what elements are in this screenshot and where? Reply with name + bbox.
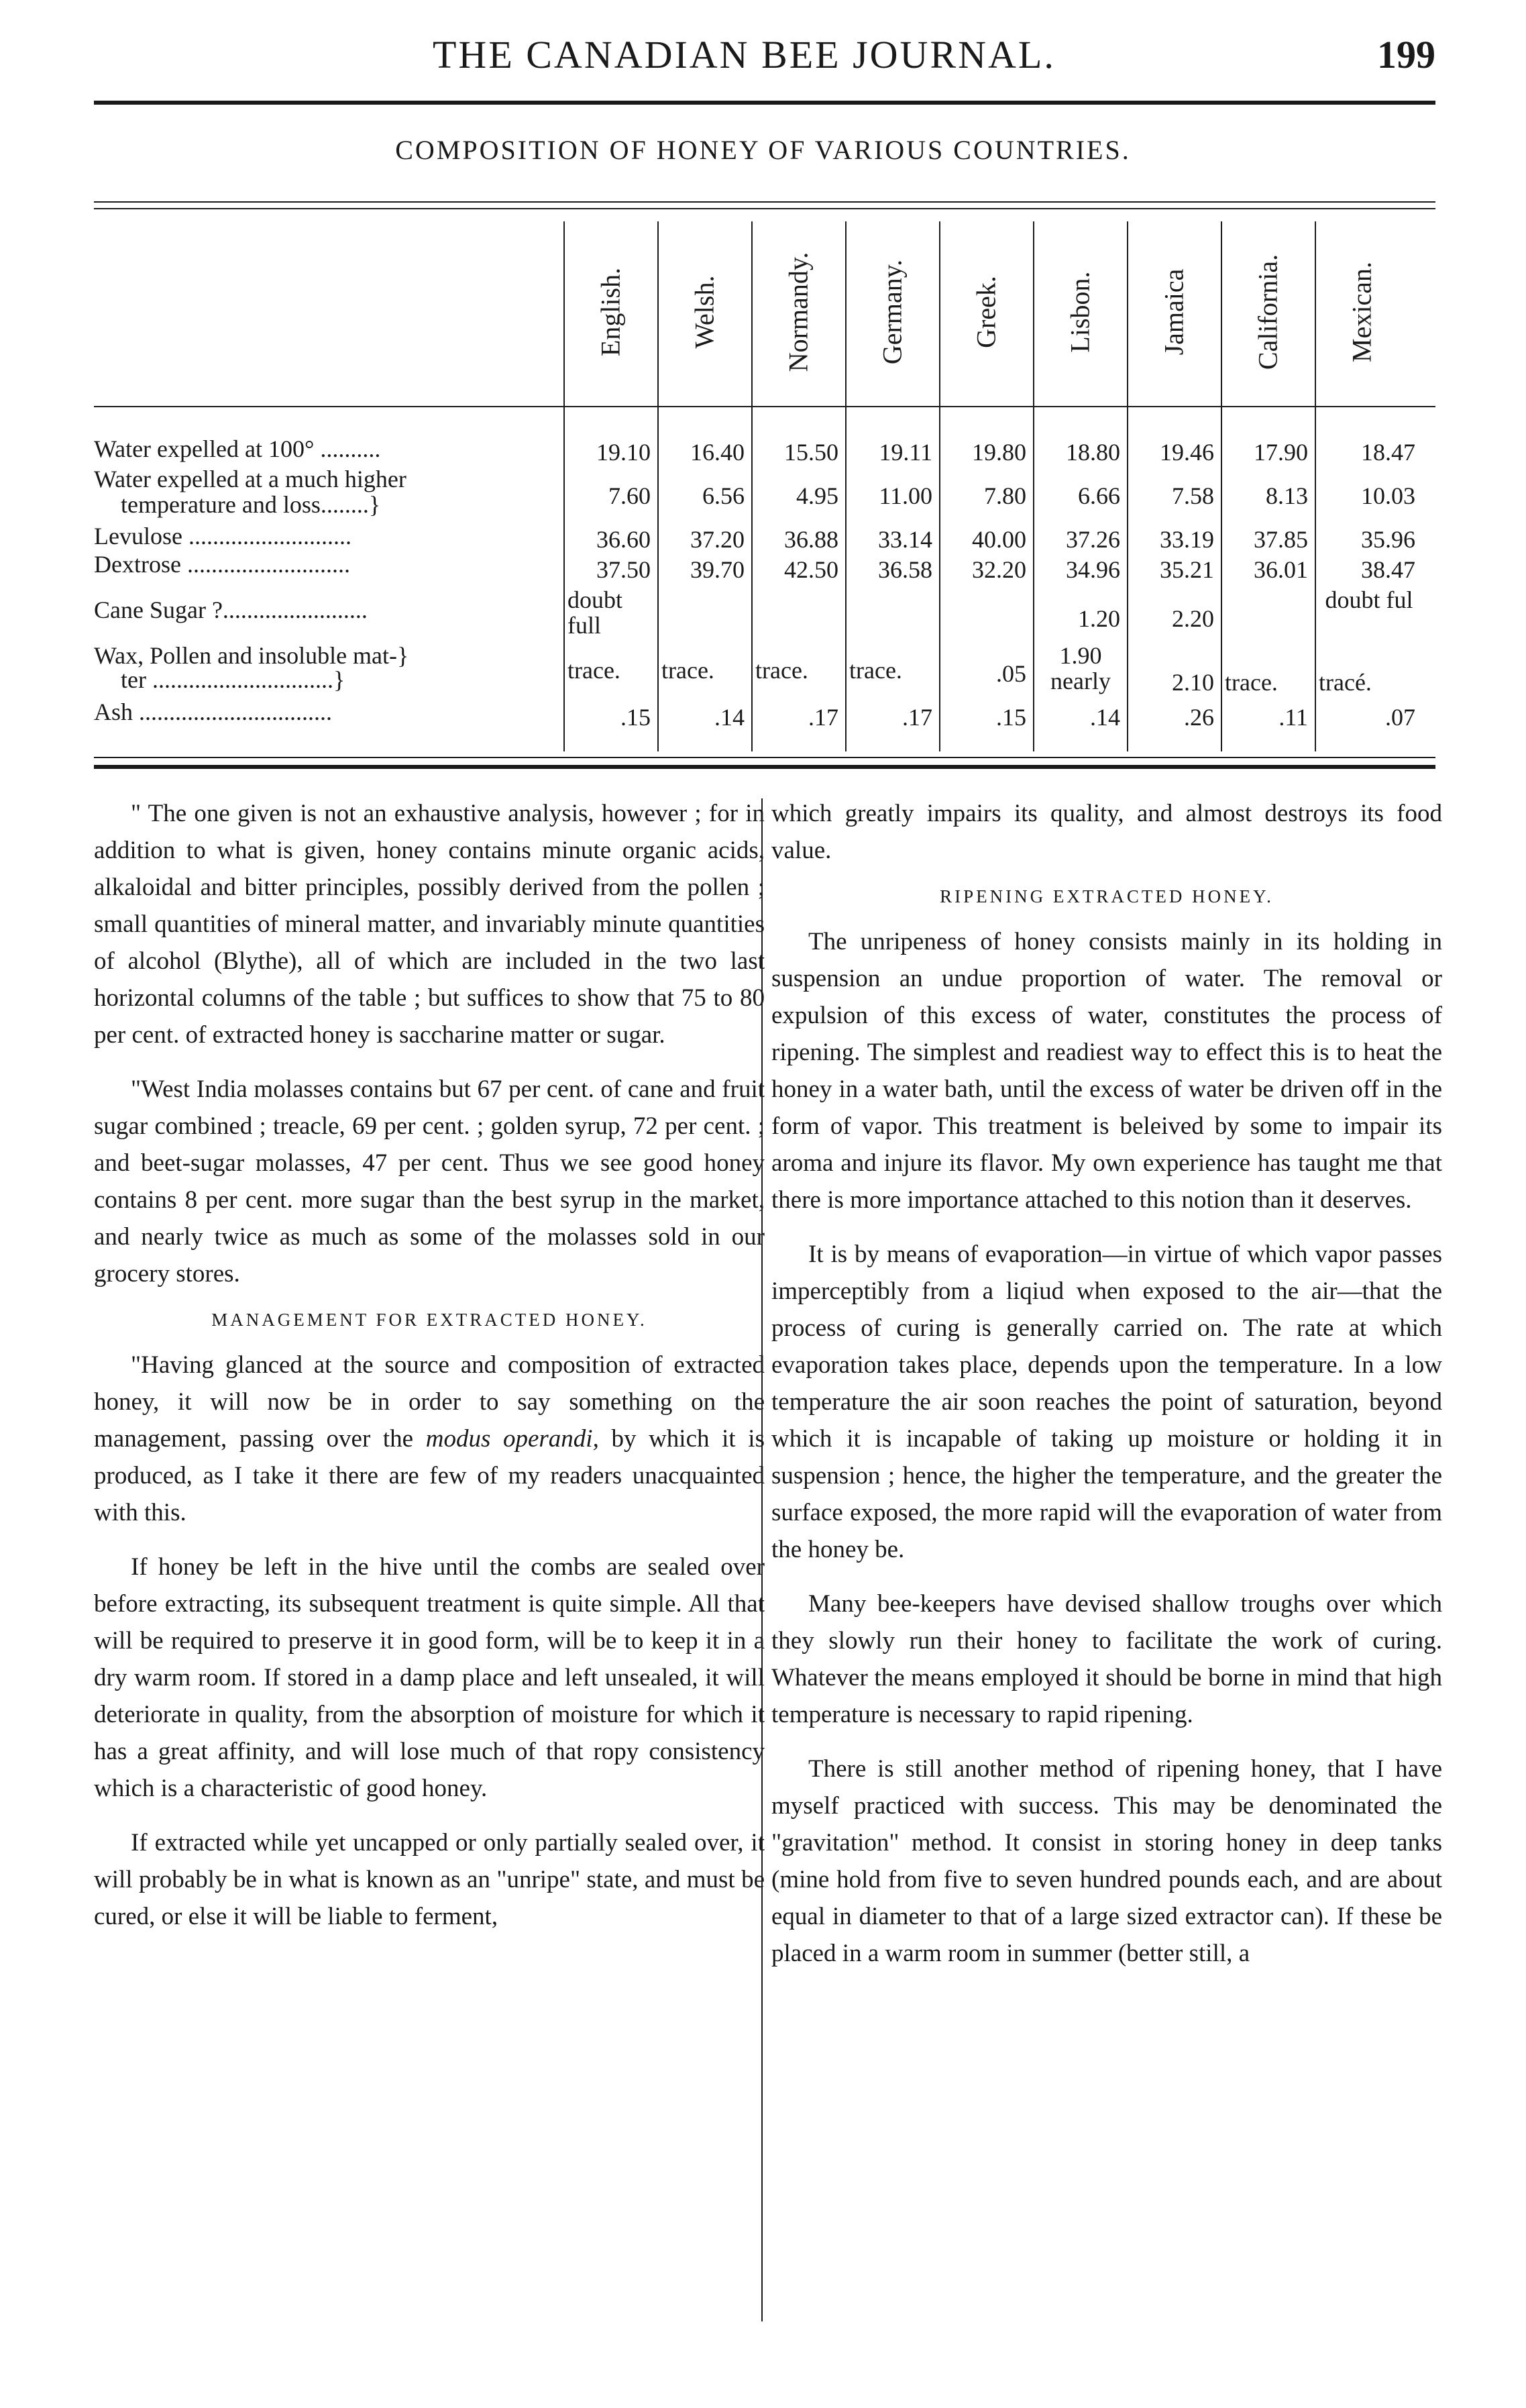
table-cell: 10.03: [1361, 482, 1415, 509]
column-header-label: Lisbon.: [1065, 271, 1095, 353]
table-cell: 42.50: [784, 556, 838, 583]
table-cell: doubt full: [567, 586, 623, 639]
header-row-rule: [94, 406, 1435, 407]
table-cell: trace.: [849, 657, 902, 684]
table-cell: 37.50: [596, 556, 651, 583]
table-cell: 36.01: [1254, 556, 1308, 583]
column-header-label: Greek.: [971, 276, 1001, 348]
table-cell: 33.19: [1160, 526, 1214, 553]
column-header-label: Mexican.: [1346, 262, 1377, 362]
table-cell: .05: [996, 660, 1026, 687]
table-cell: 7.58: [1172, 482, 1214, 509]
table-cell: 38.47: [1361, 556, 1415, 583]
paragraph: Many bee-keepers have devised shallow troughs over which they slowly run their honey to facilitate the work of curing. Whatever the means employed it should be borne in mind that high temperature is necessary to rapid ripening.: [771, 1590, 1442, 1728]
table-cell: 16.40: [690, 439, 745, 466]
table-cell: .17: [902, 704, 932, 731]
table-cell: 15.50: [784, 439, 838, 466]
paragraph: The unripeness of honey consists mainly in its holding in suspension an undue proportion of water. The removal or expulsion of this excess of water, constitutes the process of ripening. The simplest and readiest way to effect this is to heat the honey in a water bath, until the excess of water be driven off in the form of vapor. This treatment is beleived by some to impair its aroma and injure its flavor. My own experience has taught me that there is more importance attached to this notion than it deserves.: [771, 928, 1442, 1214]
column-header: [1033, 221, 1127, 403]
table-cell: 37.85: [1254, 526, 1308, 553]
row-label: Ash ................................: [94, 698, 333, 725]
column-header-label: English.: [595, 267, 626, 357]
table-cell: 2.10: [1172, 669, 1214, 696]
header-rule: [94, 101, 1435, 105]
column-header-label: California.: [1252, 254, 1283, 370]
row-label-continuation: temperature and loss........}: [121, 491, 381, 518]
honey-composition-table: [94, 221, 1435, 751]
table-cell: 1.90 nearly: [1050, 642, 1111, 694]
table-top-rule: [94, 201, 1435, 203]
table-cell: 7.60: [608, 482, 651, 509]
table-cell: 36.60: [596, 526, 651, 553]
column-header: [751, 221, 845, 403]
section-heading: MANAGEMENT FOR EXTRACTED HONEY.: [211, 1310, 647, 1330]
paragraph: " The one given is not an exhaustive analysis, however ; for in addition to what is given, honey contains minute organic acids, alkaloidal and bitter principles, possibly derived from the pollen ; small quantities of mineral matter, and invariably minute quantities of alcohol (Blythe), all of which are included in the two last horizontal columns of the table ; but suffices to show that 75 to 80 per cent. of extracted honey is saccharine matter or sugar.: [94, 800, 765, 1049]
table-cell: .14: [714, 704, 745, 731]
paragraph: [94, 1347, 765, 1531]
table-cell: 7.80: [984, 482, 1026, 509]
table-cell: 1.20: [1078, 605, 1120, 632]
table-cell: doubt ful: [1325, 586, 1413, 613]
journal-title: THE CANADIAN BEE JOURNAL.: [433, 33, 1056, 76]
table-cell: 8.13: [1266, 482, 1308, 509]
table-bottom-rule-2: [94, 765, 1435, 769]
table-cell: 32.20: [972, 556, 1026, 583]
table-cell: 6.56: [702, 482, 745, 509]
table-cell: trace.: [755, 657, 808, 684]
table-cell: trace.: [661, 657, 714, 684]
row-label: Wax, Pollen and insoluble mat-}: [94, 642, 409, 669]
table-cell: 18.47: [1361, 439, 1415, 466]
row-label: Levulose ...........................: [94, 523, 351, 549]
table-cell: 11.00: [879, 482, 932, 509]
section-heading: RIPENING EXTRACTED HONEY.: [940, 886, 1274, 906]
table-cell: .11: [1278, 704, 1308, 731]
row-label: Water expelled at a much higher: [94, 466, 406, 492]
table-title: COMPOSITION OF HONEY OF VARIOUS COUNTRIES.: [395, 135, 1131, 165]
table-cell: 33.14: [878, 526, 932, 553]
table-cell: 36.88: [784, 526, 838, 553]
table-cell: 6.66: [1078, 482, 1120, 509]
column-header: [1315, 221, 1409, 403]
right-column: [771, 795, 1442, 2358]
column-header-label: Welsh.: [689, 275, 720, 349]
table-cell: 37.20: [690, 526, 745, 553]
paragraph: It is by means of evaporation—in virtue of which vapor passes imperceptibly from a liqiud when exposed to the air—that the process of curing is generally carried on. The rate at which evaporation takes place, depends upon the temperature. In a low temperature the air soon reaches the point of saturation, beyond which it is incapable of taking up moisture or holding it in suspension ; hence, the higher the temperature, and the greater the surface exposed, the more rapid will the evaporation of water from the honey be.: [771, 1241, 1442, 1563]
column-header: [1127, 221, 1221, 403]
column-header: [563, 221, 657, 403]
table-cell: trace.: [1225, 669, 1278, 696]
table-cell: 34.96: [1066, 556, 1120, 583]
table-top-rule-2: [94, 208, 1435, 209]
table-cell: 18.80: [1066, 439, 1120, 466]
column-header: [657, 221, 751, 403]
column-header: [1221, 221, 1315, 403]
table-cell: 37.26: [1066, 526, 1120, 553]
table-cell: 35.21: [1160, 556, 1214, 583]
paragraph: which greatly impairs its quality, and almost destroys its food value.: [771, 800, 1442, 864]
page-header: [94, 32, 1435, 93]
paragraph: If honey be left in the hive until the combs are sealed over before extracting, its subsequent treatment is quite simple. All that will be required to preserve it in good form, will be to keep it in a dry warm room. If stored in a damp place and left unsealed, it will deteriorate in quality, from the absorption of moisture for which it has a great affinity, and will lose much of that ropy consistency which is a characteristic of good honey.: [94, 1553, 765, 1802]
table-cell: .17: [808, 704, 838, 731]
paragraph: "West India molasses contains but 67 per cent. of cane and fruit sugar combined ; treacle, 69 per cent. ; golden syrup, 72 per cent. ; and beet-sugar molasses, 47 per cent. Thus we see good honey contains 8 per cent. more sugar than the best syrup in the market, and nearly twice as much as some of the molasses sold in our grocery stores.: [94, 1076, 765, 1288]
row-label-continuation: ter ..............................}: [121, 666, 345, 693]
table-cell: 19.11: [879, 439, 932, 466]
row-label: Water expelled at 100° ..........: [94, 435, 381, 462]
table-cell: .26: [1184, 704, 1214, 731]
column-header-label: Germany.: [877, 259, 908, 365]
table-cell: .15: [620, 704, 651, 731]
table-cell: .07: [1385, 704, 1415, 731]
table-cell: 19.10: [596, 439, 651, 466]
column-header: [939, 221, 1033, 403]
table-cell: 36.58: [878, 556, 932, 583]
column-header-label: Jamaica: [1158, 268, 1189, 356]
table-cell: 19.80: [972, 439, 1026, 466]
paragraph-text: by which it is produced, as I take it there are few of my readers unacquainted with this.: [94, 1425, 765, 1526]
row-label: Dextrose ...........................: [94, 551, 350, 578]
table-bottom-rule: [94, 757, 1435, 758]
table-cell: 39.70: [690, 556, 745, 583]
table-cell: 35.96: [1361, 526, 1415, 553]
row-label: Cane Sugar ?........................: [94, 596, 368, 623]
left-column: [94, 795, 765, 2358]
table-cell: 2.20: [1172, 605, 1214, 632]
paragraph-italic-text: modus operandi,: [425, 1425, 599, 1453]
column-header-label: Normandy.: [783, 252, 814, 372]
table-cell: .15: [996, 704, 1026, 731]
paragraph: There is still another method of ripening honey, that I have myself practiced with success. This may be denominated the "gravitation" method. It consist in storing honey in deep tanks (mine hold from five to seven hundred pounds each, and are about equal in diameter to that of a large sized extractor can). If these be placed in a warm room in summer (better still, a: [771, 1755, 1442, 1967]
table-cell: 4.95: [796, 482, 838, 509]
column-header: [845, 221, 939, 403]
table-cell: 19.46: [1160, 439, 1214, 466]
table-cell: 17.90: [1254, 439, 1308, 466]
paragraph: If extracted while yet uncapped or only partially sealed over, it will probably be in what is known as an "unripe" state, and must be cured, or else it will be liable to ferment,: [94, 1829, 765, 1930]
table-cell: tracé.: [1319, 669, 1372, 696]
table-cell: .14: [1090, 704, 1120, 731]
table-cell: 40.00: [972, 526, 1026, 553]
page-number: 199: [1377, 33, 1435, 76]
table-cell: trace.: [567, 657, 620, 684]
paragraph-text: "Having glanced at the source and composition of extracted honey, it will now be in order to say something on the management, passing over the: [94, 1351, 765, 1453]
